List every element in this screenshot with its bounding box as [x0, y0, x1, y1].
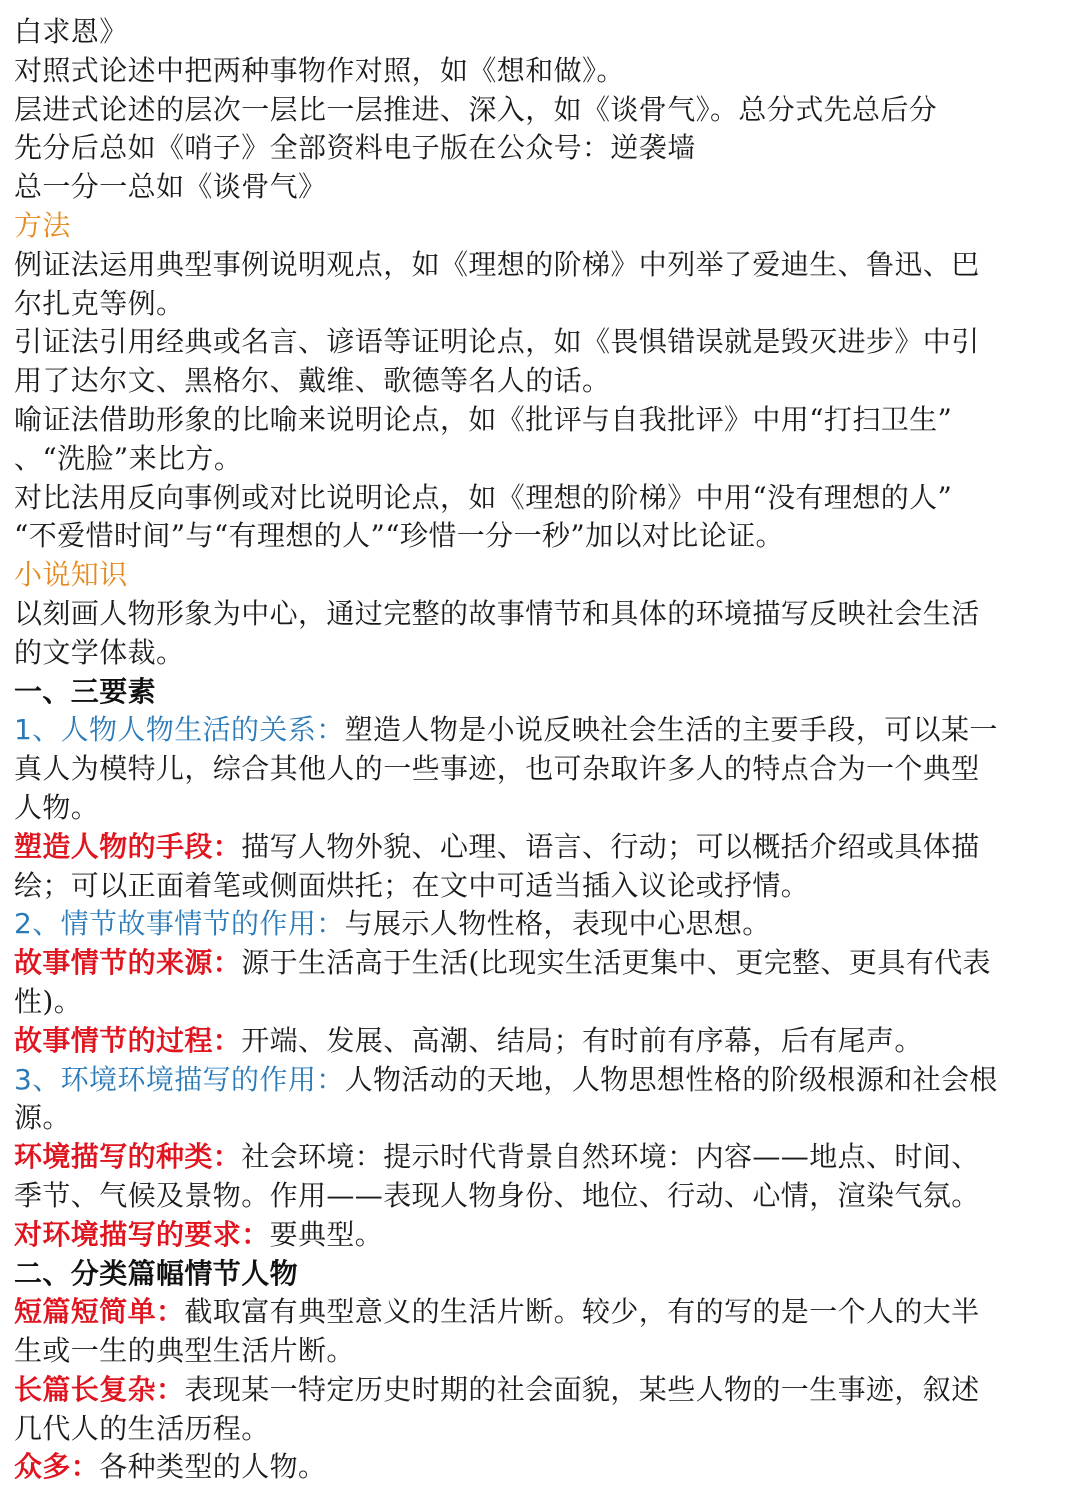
text-line: [14, 711, 1064, 750]
text-line: 人物。: [14, 790, 100, 824]
text-line: 、“洗脸”来比方。: [14, 441, 243, 475]
term-label: 2、情节故事情节的作用：: [14, 907, 345, 941]
text-line: [14, 1138, 1064, 1177]
term-label: 塑造人物的手段：: [14, 829, 242, 863]
term-label: 1、人物人物生活的关系：: [14, 713, 345, 747]
term-label: 环境描写的种类：: [14, 1140, 242, 1174]
term-text: 表现某一特定历史时期的社会面貌，某些人物的一生事迹，叙述: [184, 1372, 980, 1406]
section-heading-methods: 方法: [14, 208, 71, 242]
text-line: [14, 1216, 1064, 1255]
text-line: 对照式论述中把两种事物作对照，如《想和做》。: [14, 53, 625, 87]
text-line: 层进式论述的层次一层比一层推进、深入，如《谈骨气》。总分式先总后分: [14, 92, 938, 126]
text-line: [14, 1061, 1064, 1100]
section-heading-novel-knowledge: 小说知识: [14, 558, 128, 592]
term-text: 人物活动的天地，人物思想性格的阶级根源和社会根: [344, 1062, 998, 1096]
text-line: 以刻画人物形象为中心，通过完整的故事情节和具体的环境描写反映社会生活: [14, 596, 980, 630]
term-label: 故事情节的来源：: [14, 946, 242, 980]
text-line: 绘；可以正面着笔或侧面烘托；在文中可适当插入议论或抒情。: [14, 868, 810, 902]
term-text: 截取富有典型意义的生活片断。较少，有的写的是一个人的大半: [184, 1295, 980, 1329]
subheading-classification: 二、分类篇幅情节人物: [14, 1256, 299, 1290]
text-line: 性)。: [14, 984, 83, 1018]
term-text: 源于生活高于生活(比现实生活更集中、更完整、更具有代表: [241, 946, 991, 980]
text-line: 几代人的生活历程。: [14, 1411, 270, 1445]
text-line: [14, 1371, 1064, 1410]
text-line: 总一分一总如《谈骨气》: [14, 170, 327, 204]
term-text: 要典型。: [269, 1217, 384, 1251]
text-line: [14, 944, 1064, 983]
text-line: “不爱惜时间”与“有理想的人”“珍惜一分一秒”加以对比论证。: [14, 519, 784, 553]
text-line: 的文学体裁。: [14, 635, 185, 669]
text-line: 真人为模特儿，综合其他人的一些事迹，也可杂取许多人的特点合为一个典型: [14, 752, 980, 786]
text-line: 引证法引用经典或名言、谚语等证明论点，如《畏惧错误就是毁灭进步》中引: [14, 325, 980, 359]
text-line: 源。: [14, 1101, 71, 1135]
term-text: 社会环境：提示时代背景自然环境：内容——地点、时间、: [241, 1140, 980, 1174]
term-label: 短篇短简单：: [14, 1295, 185, 1329]
text-line: 对比法用反向事例或对比说明论点，如《理想的阶梯》中用“没有理想的人”: [14, 480, 953, 514]
text-line: 先分后总如《哨子》全部资料电子版在公众号：逆袭墙: [14, 131, 696, 165]
text-line: 季节、气候及景物。作用——表现人物身份、地位、行动、心情，渲染气氛。: [14, 1178, 980, 1212]
term-text: 描写人物外貌、心理、语言、行动；可以概括介绍或具体描: [241, 829, 980, 863]
text-line: [14, 828, 1064, 867]
text-line: [14, 905, 1064, 944]
text-line: [14, 1293, 1064, 1332]
term-label: 长篇长复杂：: [14, 1372, 185, 1406]
text-line: 喻证法借助形象的比喻来说明论点，如《批评与自我批评》中用“打扫卫生”: [14, 402, 953, 436]
term-text: 各种类型的人物。: [99, 1450, 327, 1484]
term-label: 故事情节的过程：: [14, 1023, 242, 1057]
text-line: 生或一生的典型生活片断。: [14, 1334, 355, 1368]
term-label: 对环境描写的要求：: [14, 1217, 270, 1251]
text-line: 白求恩》: [14, 15, 128, 48]
term-text: 塑造人物是小说反映社会生活的主要手段，可以某一: [344, 713, 998, 747]
subheading-three-elements: 一、三要素: [14, 674, 157, 708]
term-text: 与展示人物性格，表现中心思想。: [344, 907, 771, 941]
term-label: 3、环境环境描写的作用：: [14, 1062, 345, 1096]
term-text: 开端、发展、高潮、结局；有时前有序幕，后有尾声。: [241, 1023, 923, 1057]
text-line: 用了达尔文、黑格尔、戴维、歌德等名人的话。: [14, 364, 611, 398]
text-line: 尔扎克等例。: [14, 286, 185, 320]
term-label: 众多：: [14, 1450, 100, 1484]
text-line: [14, 1448, 1064, 1487]
text-line: 例证法运用典型事例说明观点，如《理想的阶梯》中列举了爱迪生、鲁迅、巴: [14, 247, 980, 281]
text-line: [14, 1022, 1064, 1061]
